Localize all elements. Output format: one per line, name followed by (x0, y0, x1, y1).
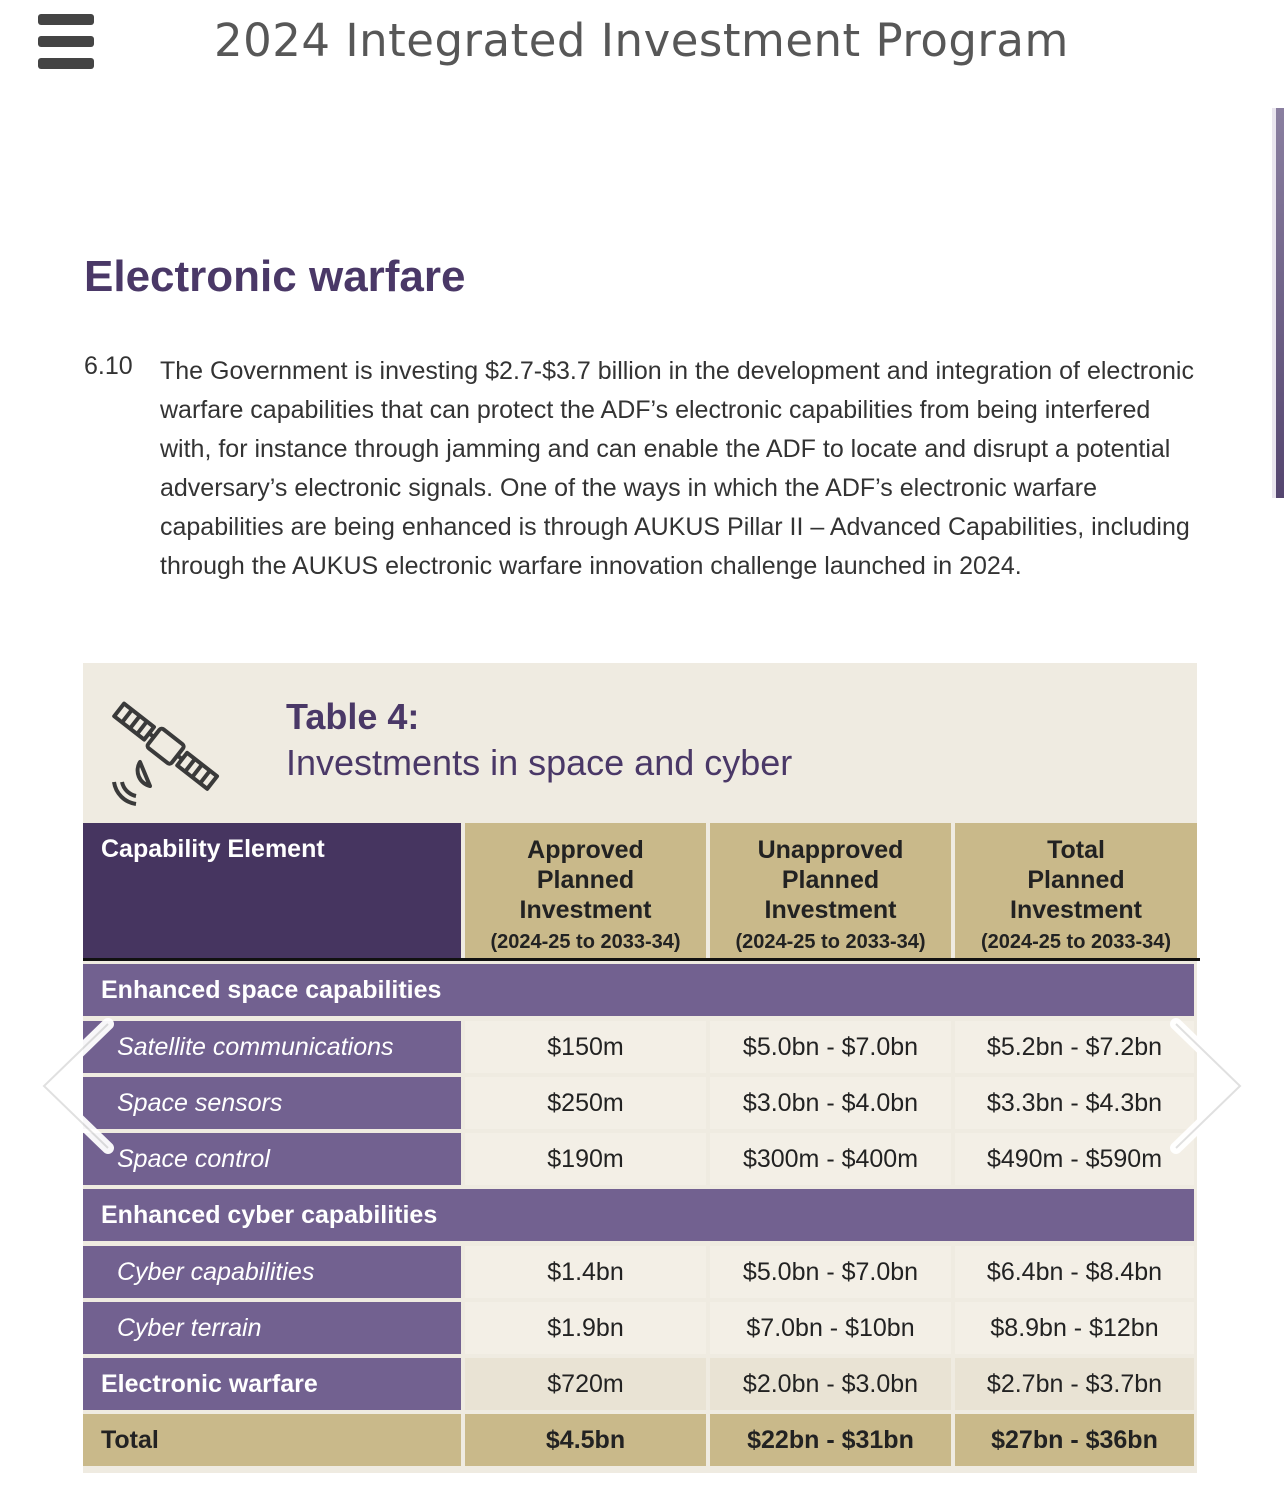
header-total (955, 823, 1197, 959)
hamburger-menu-icon[interactable] (38, 14, 94, 70)
header-capability: Capability Element (83, 823, 461, 959)
row-space-control-approved: $190m (465, 1133, 706, 1185)
header-unapproved-line2: Planned (781, 866, 880, 894)
row-cyber-caps-approved: $1.4bn (465, 1246, 706, 1298)
table-label: Table 4: (286, 696, 420, 737)
header-total-line2: Planned (1027, 866, 1125, 894)
row-cyber-caps-unapproved: $5.0bn - $7.0bn (710, 1246, 951, 1298)
chevron-right-icon[interactable] (1164, 1016, 1254, 1156)
row-ew-total: $2.7bn - $3.7bn (955, 1358, 1194, 1410)
row-total-approved: $4.5bn (465, 1414, 706, 1466)
row-ew-approved: $720m (465, 1358, 706, 1410)
header-total-line3: Investment (1010, 896, 1142, 924)
header-unapproved-period: (2024-25 to 2033-34) (735, 931, 926, 953)
header-approved-line2: Planned (536, 866, 635, 894)
row-space-sensors-total: $3.3bn - $4.3bn (955, 1077, 1194, 1129)
section-space-capabilities: Enhanced space capabilities (83, 964, 1194, 1016)
row-space-sensors-approved: $250m (465, 1077, 706, 1129)
header-unapproved-line1: Unapproved (757, 836, 904, 864)
app-title: 2024 Integrated Investment Program (214, 14, 1069, 67)
row-space-control-name: Space control (83, 1133, 461, 1185)
paragraph-number: 6.10 (84, 352, 133, 380)
header-total-period: (2024-25 to 2033-34) (980, 931, 1172, 953)
header-approved (465, 823, 706, 959)
row-satcom-name: Satellite communications (83, 1021, 461, 1073)
row-space-sensors-name: Space sensors (83, 1077, 461, 1129)
row-cyber-terrain-total: $8.9bn - $12bn (955, 1302, 1194, 1354)
row-space-control-total: $490m - $590m (955, 1133, 1194, 1185)
row-total-unapproved: $22bn - $31bn (710, 1414, 951, 1466)
top-bar (0, 0, 1284, 90)
header-rule (83, 958, 1200, 961)
row-total-name: Total (83, 1414, 461, 1466)
header-approved-line1: Approved (527, 836, 644, 864)
row-cyber-caps-name: Cyber capabilities (83, 1246, 461, 1298)
row-space-control-unapproved: $300m - $400m (710, 1133, 951, 1185)
header-approved-line3: Investment (519, 896, 652, 924)
table-title: Investments in space and cyber (286, 742, 793, 783)
chevron-left-icon[interactable] (30, 1016, 120, 1156)
row-ew-name: Electronic warfare (83, 1358, 461, 1410)
row-cyber-terrain-unapproved: $7.0bn - $10bn (710, 1302, 951, 1354)
row-total-total: $27bn - $36bn (955, 1414, 1194, 1466)
section-heading: Electronic warfare (84, 252, 466, 301)
row-cyber-caps-total: $6.4bn - $8.4bn (955, 1246, 1194, 1298)
row-ew-unapproved: $2.0bn - $3.0bn (710, 1358, 951, 1410)
row-space-sensors-unapproved: $3.0bn - $4.0bn (710, 1077, 951, 1129)
row-satcom-approved: $150m (465, 1021, 706, 1073)
header-unapproved-line3: Investment (764, 896, 897, 924)
header-approved-period: (2024-25 to 2033-34) (490, 931, 681, 953)
header-unapproved (710, 823, 951, 959)
row-cyber-terrain-approved: $1.9bn (465, 1302, 706, 1354)
section-cyber-capabilities: Enhanced cyber capabilities (83, 1189, 1194, 1241)
satellite-icon (100, 682, 230, 812)
header-total-line1: Total (1047, 836, 1105, 864)
row-satcom-unapproved: $5.0bn - $7.0bn (710, 1021, 951, 1073)
side-image-strip (1276, 108, 1284, 498)
row-cyber-terrain-name: Cyber terrain (83, 1302, 461, 1354)
row-satcom-total: $5.2bn - $7.2bn (955, 1021, 1194, 1073)
paragraph-text: The Government is investing $2.7-$3.7 billion in the development and integration of electronic warfare capabilities that can protect the ADF’s electronic capabilities from being interfered with, for instance through jamming and can enable the ADF to locate and disrupt a potential adversary’s electronic signals. One of the ways in which the ADF’s electronic warfare capabilities are being enhanced is through AUKUS Pillar II – Advanced Capabilities, including through the AUKUS electronic warfare innovation challenge launched in 2024. (160, 357, 1194, 580)
